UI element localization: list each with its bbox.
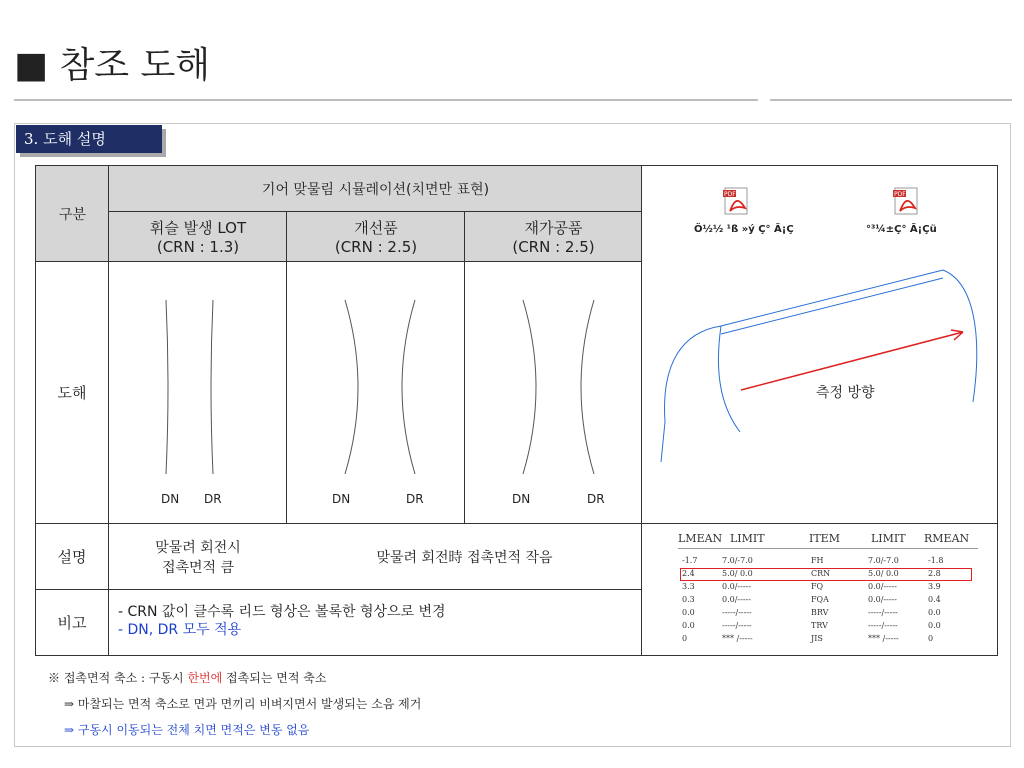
- label-dr-col1: DR: [204, 492, 222, 506]
- measurement-cell: 0.0: [682, 608, 695, 617]
- mt-header-item: ITEM: [809, 532, 840, 545]
- measurement-cell: -----/-----: [868, 621, 898, 630]
- measurement-cell: 5.0/ 0.0: [722, 569, 753, 578]
- header-col2-line2: (CRN : 2.5): [334, 237, 418, 256]
- label-dn-col3: DN: [512, 492, 531, 506]
- measurement-row: [678, 608, 978, 618]
- footnote-line2: ⇒ 마찰되는 면적 축소로 면과 면끼리 비벼지면서 발생되는 소음 제거: [64, 697, 422, 711]
- title-divider-left: [14, 99, 758, 101]
- measurement-row: [678, 634, 978, 644]
- row-label-diagram: [36, 261, 108, 523]
- row-label-desc: [36, 523, 108, 589]
- crn-highlight-box: [680, 568, 972, 581]
- measurement-cell: FH: [811, 556, 824, 565]
- profile-col2-dn: [345, 300, 358, 474]
- desc-col23-text: 맞물려 회전時 접촉면적 작음: [376, 549, 553, 566]
- pdf-icon-graphic: [891, 186, 921, 216]
- footnote-line1-prefix: ※ 접촉면적 축소 : 구동시: [48, 671, 188, 685]
- measurement-cell: 0.3: [682, 595, 695, 604]
- profile-col1-dn: [166, 300, 168, 474]
- measurement-row: [678, 595, 978, 605]
- pdf-icon[interactable]: [721, 186, 751, 216]
- desc-col1-line1: 맞물려 회전시: [155, 539, 241, 556]
- measurement-cell: FQ: [811, 582, 824, 591]
- header-col2-line1: 개선품: [354, 218, 398, 237]
- measurement-cell: -1.7: [682, 556, 698, 565]
- shape-front-leg: [661, 422, 665, 462]
- measurement-header: [678, 532, 978, 548]
- measurement-cell: 3.9: [928, 582, 941, 591]
- label-dr-col2: DR: [406, 492, 424, 506]
- measurement-row: [678, 621, 978, 631]
- page-title: ■ 참조 도해: [14, 45, 211, 86]
- measurement-cell: 2.8: [928, 569, 941, 578]
- measurement-cell: 3.3: [682, 582, 695, 591]
- measurement-cell: FQA: [811, 595, 829, 604]
- profile-col3-dr: [581, 300, 594, 474]
- measurement-table: [678, 532, 978, 654]
- mt-header-rule: [678, 548, 978, 549]
- note-line1: - CRN 값이 클수록 리드 형상은 볼록한 형상으로 변경: [118, 604, 446, 620]
- note-cell: [118, 603, 446, 639]
- desc-col23-cell: [287, 524, 642, 589]
- svg-text:PDF: PDF: [724, 191, 736, 198]
- measurement-cell: 7.0/-7.0: [868, 556, 899, 565]
- measurement-row: [678, 556, 978, 566]
- section-tab: [16, 125, 166, 157]
- note-line2: - DN, DR 모두 적용: [118, 622, 242, 638]
- grid-line: [108, 211, 642, 212]
- attachment-label-1[interactable]: Ö½½ ¹ß »ý Ç° Ã¡Ç: [694, 224, 794, 235]
- measurement-cell: 0.0: [928, 608, 941, 617]
- header-col1-cell: [109, 211, 287, 261]
- measurement-cell: -----/-----: [722, 608, 752, 617]
- mt-header-rmean: RMEAN: [924, 532, 970, 545]
- label-dn-col1: DN: [161, 492, 180, 506]
- measurement-cell: 0.0/-----: [868, 595, 897, 604]
- desc-col1-line2: 접촉면적 큼: [161, 559, 235, 576]
- measurement-cell: 0.4: [928, 595, 941, 604]
- desc-col1-cell: [109, 524, 287, 589]
- measurement-cell: 0.0/-----: [722, 582, 751, 591]
- title-divider-right: [770, 99, 1012, 101]
- header-group-label: 구분: [58, 206, 87, 223]
- header-main-label: 기어 맞물림 시뮬레이션(치면만 표현): [261, 181, 490, 198]
- measurement-row: [678, 582, 978, 592]
- header-col1-line2: (CRN : 1.3): [156, 237, 240, 256]
- tooth-profile-diagrams: [109, 262, 641, 522]
- measurement-cell: 7.0/-7.0: [722, 556, 753, 565]
- measurement-cell: TRV: [811, 621, 828, 630]
- grid-line: [36, 589, 642, 590]
- measure-direction-label: 측정 방향: [816, 385, 875, 401]
- pdf-icon[interactable]: [891, 186, 921, 216]
- comparison-table: [35, 165, 998, 656]
- measurement-cell: 0.0: [682, 621, 695, 630]
- header-col1-line1: 휘슬 발생 LOT: [149, 218, 247, 237]
- measurement-cell: -----/-----: [868, 608, 898, 617]
- shape-front-arc: [665, 326, 721, 422]
- measurement-cell: *** /-----: [868, 634, 899, 643]
- mt-header-limit-r: LIMIT: [871, 532, 906, 545]
- measurement-cell: BRV: [811, 608, 829, 617]
- row-label-note: [36, 589, 108, 655]
- measurement-cell: 2.4: [682, 569, 695, 578]
- shape-top-edge-1: [721, 270, 943, 326]
- label-dn-col2: DN: [332, 492, 351, 506]
- measurement-cell: *** /-----: [722, 634, 753, 643]
- shape-top-edge-2: [721, 278, 943, 334]
- measurement-cell: JIS: [811, 634, 823, 643]
- svg-text:PDF: PDF: [894, 191, 906, 198]
- footnote-line1: [48, 669, 326, 686]
- measurement-cell: 0.0: [928, 621, 941, 630]
- measurement-cell: 0: [928, 634, 934, 643]
- section-label: 3. 도해 설명: [16, 125, 162, 153]
- footnote-line3: ⇒ 구동시 이동되는 전체 치면 면적은 변동 없음: [64, 723, 310, 737]
- footnote-line1-suffix: 접촉되는 면적 축소: [222, 671, 327, 685]
- mt-header-lmean: LMEAN: [678, 532, 723, 545]
- profile-col2-dr: [402, 300, 415, 474]
- header-col3-line2: (CRN : 2.5): [512, 237, 595, 256]
- measurement-cell: 0.0/-----: [722, 595, 751, 604]
- measurement-cell: -----/-----: [722, 621, 752, 630]
- profile-col3-dn: [523, 300, 536, 474]
- measurement-cell: 5.0/ 0.0: [868, 569, 899, 578]
- measurement-cell: CRN: [811, 569, 831, 578]
- header-col3-line1: 재가공품: [524, 218, 583, 237]
- pdf-icon-graphic: [721, 186, 751, 216]
- attachment-label-2[interactable]: °³¼±Ç° Ã¡Çü: [866, 224, 937, 235]
- mt-header-limit-l: LIMIT: [730, 532, 765, 545]
- header-col3-cell: [465, 211, 642, 261]
- header-col2-cell: [287, 211, 465, 261]
- measurement-cell: 0: [682, 634, 688, 643]
- row-diagram-text: 도해: [57, 383, 87, 402]
- profile-col1-dr: [211, 300, 213, 474]
- label-dr-col3: DR: [587, 492, 605, 506]
- measurement-cell: 0.0/-----: [868, 582, 897, 591]
- header-main-cell: [109, 166, 642, 211]
- footnote-line1-emphasis: 한번에: [187, 671, 223, 685]
- shape-front-inner: [718, 326, 740, 432]
- row-note-text: 비고: [57, 613, 87, 632]
- measurement-cell: -1.8: [928, 556, 944, 565]
- row-desc-text: 설명: [57, 547, 87, 566]
- header-group-cell: [36, 166, 109, 261]
